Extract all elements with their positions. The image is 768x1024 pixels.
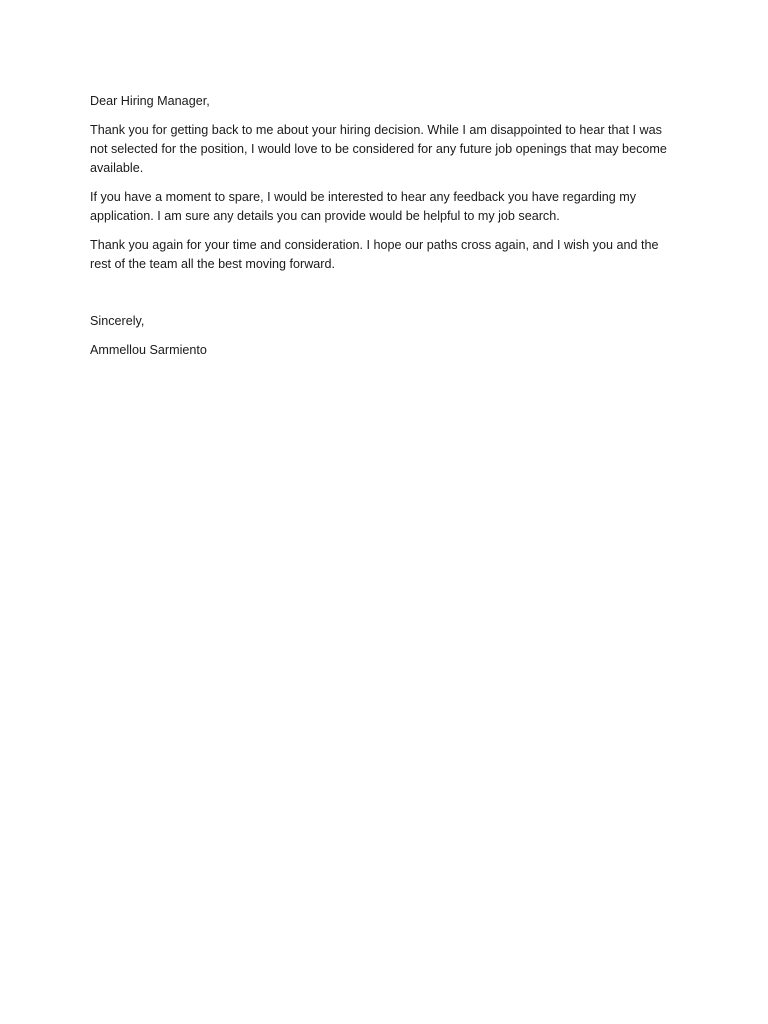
salutation: Dear Hiring Manager, <box>90 94 210 108</box>
letter-body <box>90 92 682 370</box>
signature: Ammellou Sarmiento <box>90 343 207 357</box>
paragraph-2: If you have a moment to spare, I would be interested to hear any feedback you have regarding my application. I am sure any details you can provide would be helpful to my job search. <box>90 190 637 223</box>
closing: Sincerely, <box>90 314 145 328</box>
paragraph-3: Thank you again for your time and consideration. I hope our paths cross again, and I wish you and the rest of the team all the best moving forward. <box>90 238 659 271</box>
paragraph-1: Thank you for getting back to me about your hiring decision. While I am disappointed to hear that I was not selected for the position, I would love to be considered for any future job openings that may become available. <box>90 123 667 175</box>
